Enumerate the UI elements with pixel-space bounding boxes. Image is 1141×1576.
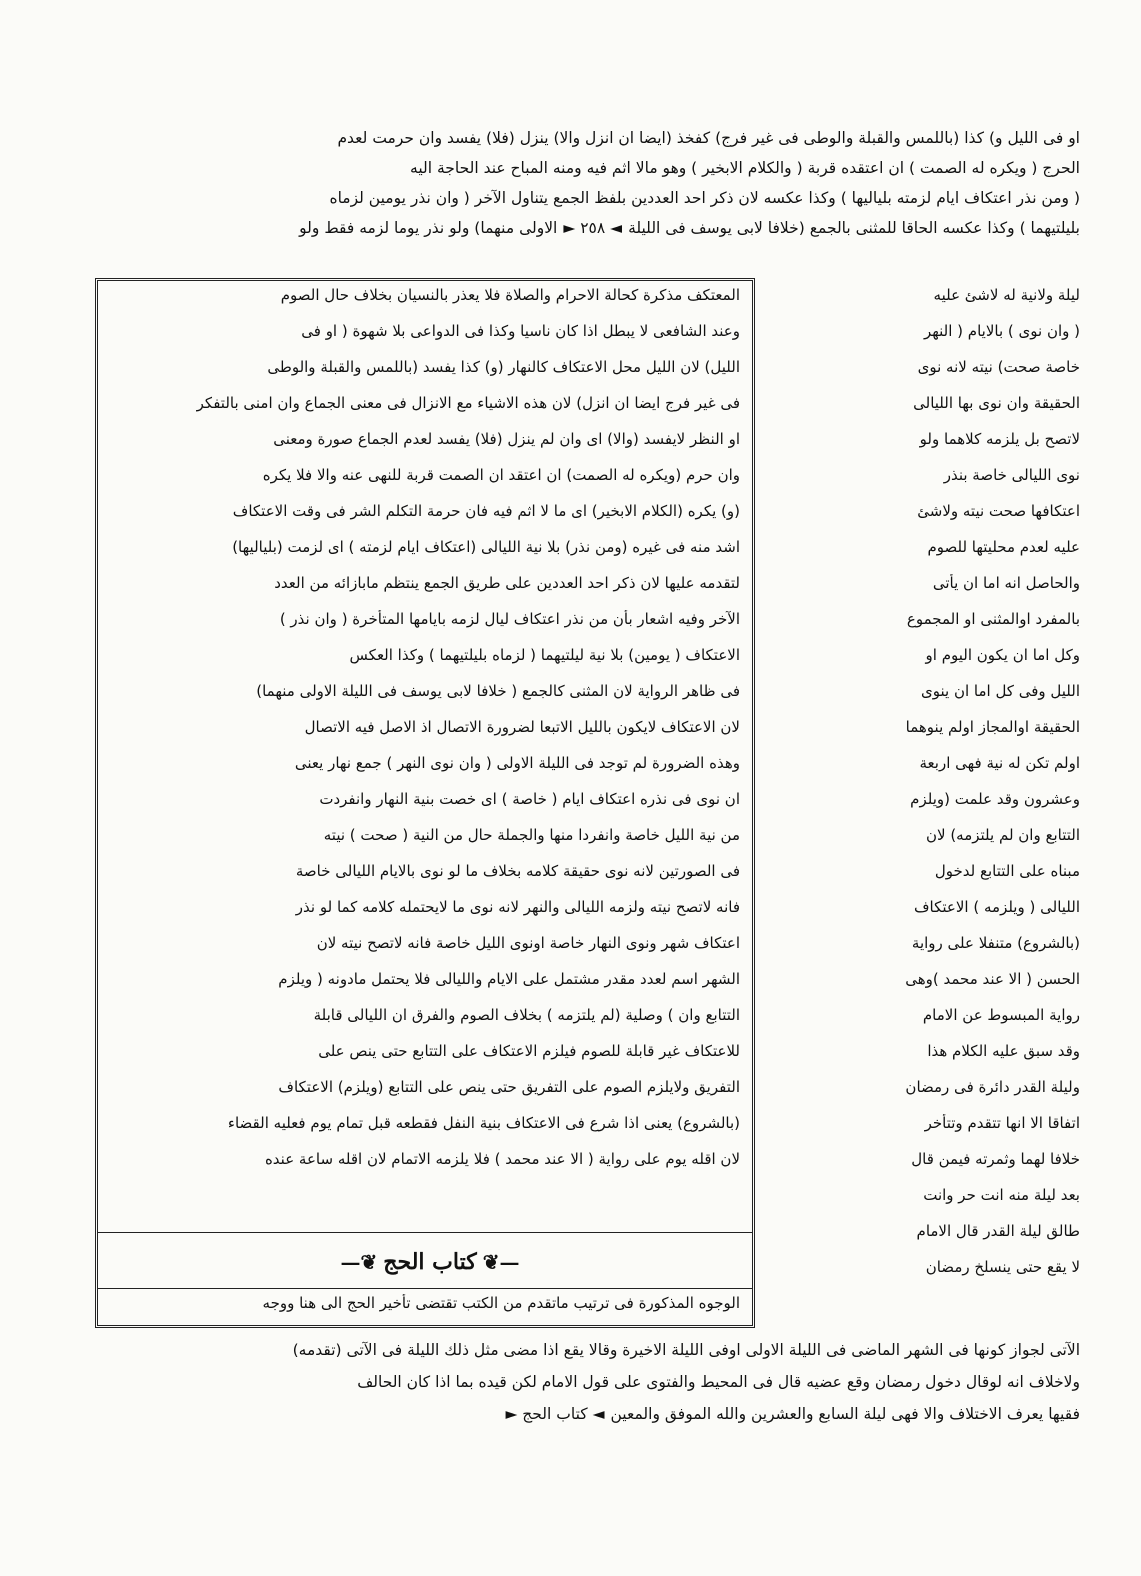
box-rule-upper (98, 1232, 752, 1233)
bottom-line-2: ولاخلاف انه لوقال دخول رمضان وقع عضيه قال فى المحيط والفتوى على قول الامام لكن قيده بما اذا كان الحالف (357, 1373, 1080, 1391)
side-line-3: خاصة صحت) نيته لانه نوى (917, 358, 1080, 376)
box-line-8: اشد منه فى غيره (ومن نذر) بلا نية الليالى (اعتكاف ايام لزمته ) اى لزمت (بلياليها) (232, 538, 740, 556)
box-footer-line: الوجوه المذكورة فى ترتيب ماتقدم من الكتب تقتضى تأخير الحج الى هنا ووجه (262, 1294, 740, 1312)
box-line-21: التتابع وان ) وصلية (لم يلتزمه ) بخلاف الصوم والفرق ان الليالى قابلة (313, 1006, 740, 1024)
side-line-21: رواية المبسوط عن الامام (922, 1006, 1080, 1024)
box-rule-lower (98, 1288, 752, 1289)
side-line-16: التتابع وان لم يلتزمه) لان (925, 826, 1080, 844)
side-line-27: طالق ليلة القدر قال الامام (916, 1222, 1080, 1240)
ornament-icon: —❦ (482, 1250, 520, 1274)
top-line-2: الحرج ( ويكره له الصمت ) ان اعتقده قربة ( والكلام الابخير ) وهو مالا اثم فيه ومنه المباح عند الحاجة اليه (410, 159, 1080, 177)
box-line-5: او النظر لايفسد (والا) اى وان لم ينزل (فلا) يفسد لعدم الجماع صورة ومعنى (273, 430, 740, 448)
side-line-2: ( وان نوى ) بالايام ( النهر (923, 322, 1080, 340)
box-line-12: فى ظاهر الرواية لان المثنى كالجمع ( خلافا لابى يوسف فى الليلة الاولى منهما) (256, 682, 740, 700)
box-line-16: من نية الليل خاصة وانفردا منها والجملة حال من النية ( صحت ) نيته (323, 826, 740, 844)
side-line-11: وكل اما ان يكون اليوم او (925, 646, 1080, 664)
bottom-line-3-text: فقيها يعرف الاختلاف والا فهى ليلة السابع والعشرين والله الموفق والمعين (610, 1405, 1080, 1423)
side-line-9: والحاصل انه اما ان يأتى (932, 574, 1080, 592)
side-line-12: الليل وفى كل اما ان ينوى (921, 682, 1080, 700)
box-line-19: اعتكاف شهر ونوى النهار خاصة اونوى الليل خاصة فانه لاتصح نيته لان (316, 934, 740, 952)
side-line-17: مبناه على التتابع لدخول (934, 862, 1080, 880)
side-line-14: اولم تكن له نية فهى اربعة (919, 754, 1080, 772)
side-line-26: بعد ليلة منه انت حر وانت (923, 1186, 1080, 1204)
box-line-13: لان الاعتكاف لايكون بالليل الاتبعا لضرورة الاتصال اذ الاصل فيه الاتصال (304, 718, 740, 736)
top-line-1: او فى الليل و) كذا (باللمس والقبلة والوطى فى غير فرج) كفخذ (ايضا ان انزل والا) ينزل (فلا) يفسد وان حرمت لعدم (337, 129, 1080, 147)
side-line-20: الحسن ( الا عند محمد )وهى (905, 970, 1080, 988)
side-line-10: بالمفرد اوالمثنى او المجموع (906, 610, 1080, 628)
side-line-8: عليه لعدم محليتها للصوم (927, 538, 1080, 556)
side-line-22: وقد سبق عليه الكلام هذا (927, 1042, 1080, 1060)
side-line-15: وعشرون وقد علمت (ويلزم (910, 790, 1080, 808)
side-line-23: وليلة القدر دائرة فى رمضان (905, 1078, 1080, 1096)
box-line-22: للاعتكاف غير قابلة للصوم فيلزم الاعتكاف على التتابع حتى ينص على (318, 1042, 740, 1060)
box-line-24: (بالشروع) يعنى اذا شرع فى الاعتكاف بنية النفل فقطعه قبل تمام يوم فعليه القضاء (227, 1114, 740, 1132)
chapter-title: كتاب الحج (383, 1249, 477, 1275)
bottom-chapter-title: كتاب الحج (522, 1405, 588, 1423)
side-line-25: خلافا لهما وثمرته فيمن قال (911, 1150, 1080, 1168)
box-line-23: التفريق ولايلزم الصوم على التفريق حتى ينص على التتابع (ويلزم) الاعتكاف (278, 1078, 740, 1096)
ornament-icon: ❦— (340, 1250, 378, 1274)
box-line-18: فانه لاتصح نيته ولزمه الليالى والنهر لانه نوى ما لايحتمله كلامه كما لو نذر (295, 898, 740, 916)
top-line-4-start: بليلتيهما ) وكذا عكسه الحاقا للمثنى بالجمع (خلافا لابى يوسف فى الليلة (628, 219, 1080, 237)
box-line-20: الشهر اسم لعدد مقدر مشتمل على الايام والليالى فلا يحتمل مادونه ( ويلزم (278, 970, 740, 988)
box-line-6: وان حرم (ويكره له الصمت) ان اعتقد ان الصمت قربة للنهى عنه والا فلا يكره (262, 466, 740, 484)
side-line-28: لا يقع حتى ينسلخ رمضان (925, 1258, 1080, 1276)
box-line-17: فى الصورتين لانه نوى حقيقة كلامه بخلاف ما لو نوى بالايام الليالى خاصة (295, 862, 740, 880)
box-line-25: لان اقله يوم على رواية ( الا عند محمد ) فلا يلزمه الاتمام لان اقله ساعة عنده (264, 1150, 740, 1168)
side-line-6: نوى الليالى خاصة بنذر (943, 466, 1080, 484)
side-line-4: الحقيقة وان نوى بها الليالى (913, 394, 1080, 412)
box-line-7: (و) يكره (الكلام الابخير) اى ما لا اثم فيه فان حرمة التكلم الشر فى وقت الاعتكاف (232, 502, 740, 520)
box-line-4: فى غير فرج ايضا ان انزل) لان هذه الاشياء مع الانزال فى معنى الجماع وان امنى بالتفكر (196, 394, 740, 412)
top-line-4 (70, 218, 1080, 238)
chapter-heading-marker: ◄ كتاب الحج ► (505, 1405, 605, 1423)
box-line-14: وهذه الضرورة لم توجد فى الليلة الاولى ( وان نوى النهر ) جمع نهار يعنى (294, 754, 740, 772)
box-line-11: الاعتكاف ( يومين) بلا نية ليلتيهما ( لزماه بليلتيهما ) وكذا العكس (349, 646, 740, 664)
side-line-18: الليالى ( ويلزمه ) الاعتكاف (914, 898, 1080, 916)
box-line-15: ان نوى فى نذره اعتكاف ايام ( خاصة ) اى خصت بنية النهار وانفردت (319, 790, 740, 808)
side-line-13: الحقيقة اوالمجاز اولم ينوهما (905, 718, 1080, 736)
page-number-marker: ◄ ٢٥٨ ► (563, 219, 623, 237)
side-line-19: (بالشروع) متنفلا على رواية (911, 934, 1080, 952)
side-line-5: لاتصح بل يلزمه كلاهما ولو (919, 430, 1080, 448)
box-line-1: المعتكف مذكرة كحالة الاحرام والصلاة فلا يعذر بالنسيان بخلاف حال الصوم (280, 286, 740, 304)
side-line-1: ليلة ولانية له لاشئ عليه (933, 286, 1080, 304)
box-line-10: الآخر وفيه اشعار بأن من نذر اعتكاف ليال لزمه بايامها المتأخرة ( وان نذر ) (279, 610, 740, 628)
box-line-3: الليل) لان الليل محل الاعتكاف كالنهار (و) كذا يفسد (باللمس والقبلة والوطى (267, 358, 740, 376)
bottom-line-3 (70, 1404, 1080, 1424)
page-number: ٢٥٨ (580, 219, 606, 237)
side-line-24: اتفاقا الا انها تتقدم وتتأخر (924, 1114, 1080, 1132)
box-line-9: لتقدمه عليها لان ذكر احد العددين على طريق الجمع ينتظم مابازائه من العدد (274, 574, 740, 592)
top-line-4-end: الاولى منهما) ولو نذر يوما لزمه فقط ولو (299, 219, 558, 237)
box-line-2: وعند الشافعى لا يبطل اذا كان ناسيا وكذا فى الدواعى بلا شهوة ( او فى (301, 322, 740, 340)
top-line-3: ( ومن نذر اعتكاف ايام لزمته بلياليها ) وكذا عكسه لان ذكر احد العددين بلفظ الجمع يتناول الآخر ( وان نذر يومين لزماه (329, 189, 1080, 207)
bottom-line-1: الآتى لجواز كونها فى الشهر الماضى فى الليلة الاولى اوفى الليلة الاخيرة وقالا يقع اذا مضى مثل ذلك الليلة فى الآتى (تقدمه) (292, 1341, 1080, 1359)
chapter-title-box (310, 1244, 550, 1280)
side-line-7: اعتكافها صحت نيته ولاشئ (917, 502, 1080, 520)
